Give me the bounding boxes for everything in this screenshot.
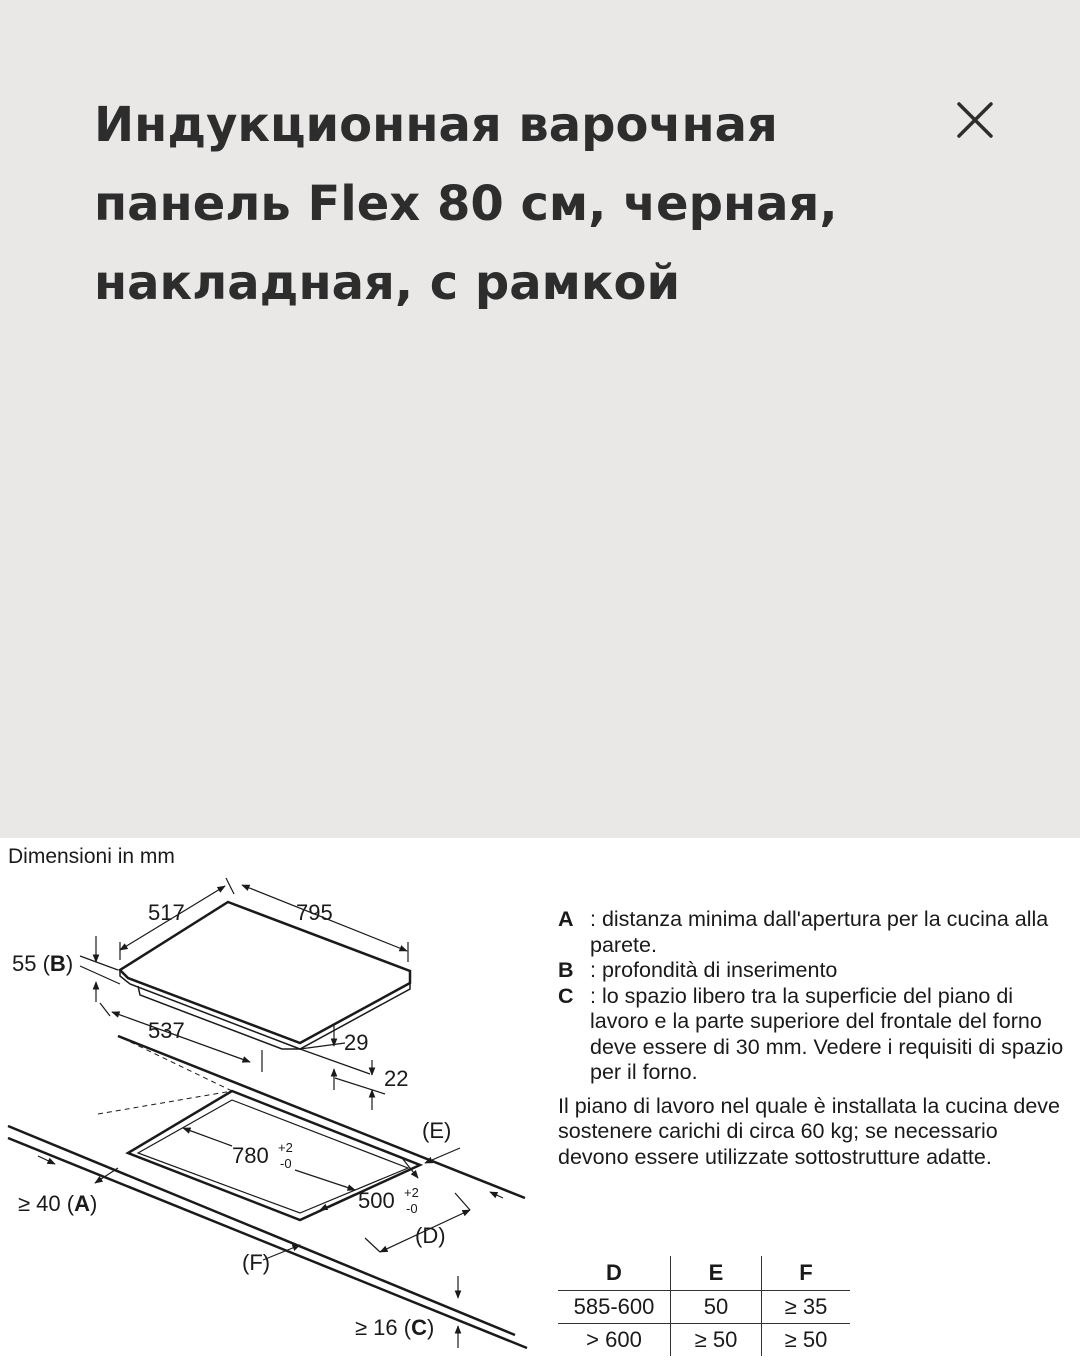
close-icon	[950, 95, 1000, 145]
table-cell: ≥ 50	[671, 1324, 762, 1357]
table-header-row	[558, 1256, 850, 1291]
close-button[interactable]	[950, 95, 1000, 145]
drawing-heading: Dimensioni in mm	[8, 845, 175, 868]
dimension-legend	[558, 907, 1068, 1170]
label-29: 29	[344, 1030, 369, 1055]
label-780-tol-up: +2	[278, 1140, 293, 1155]
load-note: Il piano di lavoro nel quale è installata la cucina deve sostenere carichi di circa 60 kg; se necessario devono essere utilizzate sottostrutture adatte.	[558, 1093, 1060, 1169]
product-title: Индукционная варочная панель Flex 80 см, черная, накладная, с рамкой	[94, 97, 838, 311]
table-cell: > 600	[558, 1324, 671, 1357]
label-e: (E)	[422, 1118, 452, 1143]
label-16-c: ≥ 16 (C)	[355, 1315, 435, 1340]
label-500: 500	[358, 1188, 395, 1213]
table-header-d: D	[606, 1260, 622, 1285]
table-header-f: F	[762, 1256, 851, 1291]
label-780: 780	[232, 1143, 269, 1168]
legend-text-c: : lo spazio libero tra la superficie del piano di lavoro e la parte superiore del frontale del forno deve essere di 30 mm. Vedere i requisiti di spazio per il forno.	[590, 983, 1064, 1084]
label-22: 22	[384, 1066, 409, 1091]
label-537: 537	[148, 1018, 185, 1043]
label-780-tol-down: -0	[280, 1156, 292, 1171]
legend-item-b	[558, 958, 1068, 984]
label-f: (F)	[242, 1250, 271, 1275]
table-cell: 50	[671, 1291, 762, 1324]
label-500-tol-up: +2	[404, 1185, 419, 1200]
table-row	[558, 1324, 850, 1357]
label-d: (D)	[415, 1223, 446, 1248]
legend-text-a: : distanza minima dall'apertura per la cucina alla parete.	[590, 907, 1049, 957]
label-55-b: 55 (B)	[12, 951, 74, 976]
label-517: 517	[148, 900, 185, 925]
clearance-table	[558, 1256, 850, 1356]
label-40-a: ≥ 40 (A)	[18, 1191, 98, 1216]
table-cell: ≥ 35	[762, 1291, 851, 1324]
legend-key-a: A	[558, 907, 574, 931]
legend-key-b: B	[558, 958, 574, 982]
legend-text-b: : profondità di inserimento	[590, 958, 838, 982]
label-500-tol-down: -0	[406, 1201, 418, 1216]
table-row	[558, 1291, 850, 1324]
label-795: 795	[296, 900, 333, 925]
installation-drawing	[0, 838, 1080, 1371]
legend-item-a	[558, 907, 1068, 958]
table-cell: ≥ 50	[762, 1324, 851, 1357]
table-header-e: E	[671, 1256, 762, 1291]
legend-item-c	[558, 984, 1068, 1086]
legend-key-c: C	[558, 983, 574, 1008]
table-cell: 585-600	[558, 1291, 671, 1324]
